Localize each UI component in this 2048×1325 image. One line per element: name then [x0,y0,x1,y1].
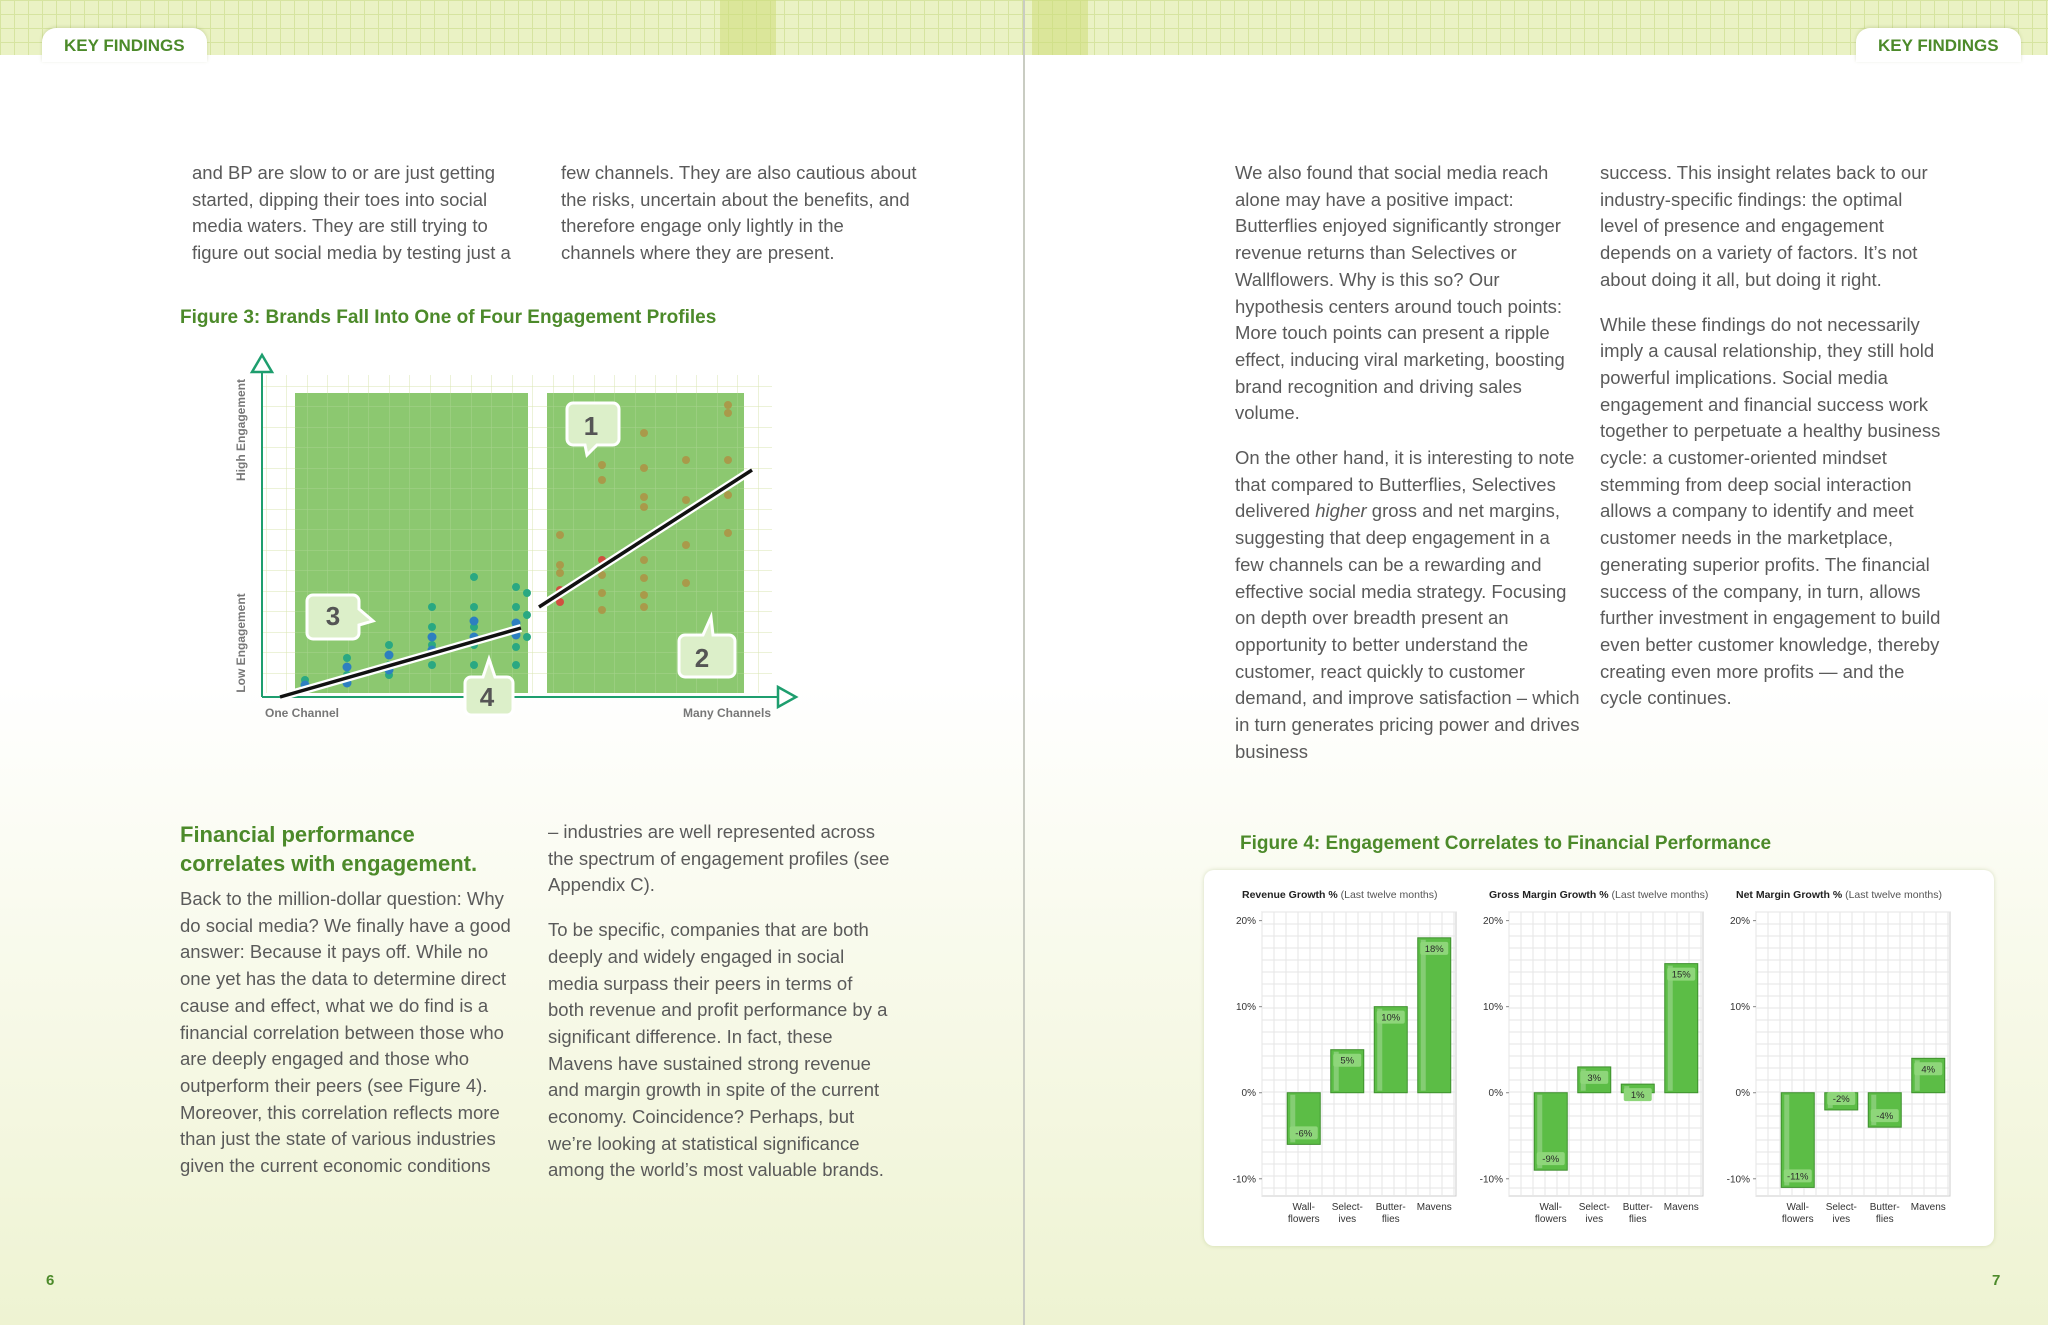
category-label: Mavens [1416,1202,1452,1213]
section-tab: KEY FINDINGS [1856,28,2021,62]
chart-3 [1727,889,1950,1225]
figure-4-title: Figure 4: Engagement Correlates to Financial Performance [1240,833,1772,854]
value-label: 5% [1340,1055,1355,1067]
y-tick-label: 0% [1735,1088,1750,1100]
category-label: Select- [1825,1202,1857,1213]
value-label: -9% [1542,1154,1560,1166]
section-tab: KEY FINDINGS [42,28,207,62]
x-label-right: Many Channels [682,706,771,720]
right-page [1024,0,2048,1325]
y-tick-label: 0% [1488,1088,1503,1100]
body-col2-paragraph-2: To be specific, companies that are both deeply and widely engaged in social media surpass their peers in terms of both revenue and profit performance by a significant difference. In fact, these Mavens have sustained strong revenue and margin growth in spite of the current economy. Coincidence? Perhaps, but we’re looking at statistical significance among the world’s most valuable brands. [548,919,888,1181]
value-label: 1% [1630,1090,1645,1102]
figure-3-engagement-profiles [225,345,815,730]
right-column-1 [1235,160,1580,783]
value-label: -11% [1787,1171,1809,1183]
y-tick-label: -10% [1479,1174,1503,1186]
x-label-left: One Channel [265,706,340,720]
section-heading: Financial performance correlates with engagement. [180,822,478,876]
value-label: -6% [1295,1128,1313,1140]
body-col1-paragraph: Back to the million-dollar question: Why do social media? We finally have a good answer: Because it pays off. While no one yet has the data to determine direct cause and effect, what we do find is a financial correlation between those who are deeply engaged and those who outperform their peers (see Figure 4). Moreover, this correlation reflects more than just the state of various industries given the current economic conditions [180,888,511,1177]
right-col1-p2-emphasis: higher [1315,500,1367,522]
y-tick-label: 10% [1482,1002,1503,1014]
category-label: Mavens [1910,1202,1946,1213]
category-label: ives [1585,1214,1604,1225]
quadrant-1-label: 1 [583,411,599,441]
right-col2-paragraph-1: success. This insight relates back to our industry-specific findings: the optimal level of presence and engagement depends on a variety of factors. It’s not about doing it all, but doing it right. [1600,162,1928,290]
spine-divider [1023,0,1025,1325]
chart-subtitle: (Last twelve months) [1611,889,1709,901]
category-label: flies [1381,1214,1400,1225]
chart-subtitle: (Last twelve months) [1340,889,1438,901]
right-col1-p2-text-b: gross and net margins, suggesting that deep engagement in a few channels can be a rewarding and effective social media strategy. Focusing on depth over breadth present an opportunity to better understand the customer, react quickly to customer demand, and improve satisfaction – which in turn generates pricing power and drives business [1235,500,1580,762]
y-tick-label: -10% [1726,1174,1750,1186]
category-label: ives [1338,1214,1357,1225]
category-label: Mavens [1663,1202,1699,1213]
category-label: flies [1628,1214,1647,1225]
category-label: flowers [1781,1214,1814,1225]
category-label: Wall- [1292,1202,1315,1213]
quadrant-left-grid [295,393,528,693]
y-tick-label: 20% [1729,916,1750,928]
y-label-high: High Engagement [234,378,248,482]
y-axis-arrow-icon [252,355,272,372]
value-label: 10% [1381,1012,1401,1024]
category-label: Wall- [1539,1202,1562,1213]
category-label: Butter- [1622,1202,1653,1213]
header-band-highlight [1032,0,1088,55]
value-label: 18% [1424,943,1444,955]
quadrant-4-label: 4 [479,682,495,712]
y-label-low: Low Engagement [234,593,248,693]
y-tick-label: -10% [1232,1174,1256,1186]
quadrant-2-label: 2 [694,643,710,673]
intro-column-1: and BP are slow to or are just getting started, dipping their toes into social media waters. They are still trying to figure out social media by testing just a [192,162,511,264]
category-label: Butter- [1375,1202,1406,1213]
bar-highlight [1421,940,1426,1091]
y-tick-label: 0% [1241,1088,1256,1100]
page-number-left: 6 [46,1272,55,1289]
x-axis-arrow-icon [778,687,796,707]
intro-column-2: few channels. They are also cautious about the risks, uncertain about the benefits, and therefore engage only lightly in the channels where they are present. [561,162,917,264]
value-label: -2% [1832,1093,1850,1105]
chart-title: Net Margin Growth % (Last twelve months) [1736,889,1942,901]
figure-3-title: Figure 3: Brands Fall Into One of Four Engagement Profiles [180,307,717,328]
y-tick-label: 10% [1235,1002,1256,1014]
right-col1-paragraph-1: We also found that social media reach alone may have a positive impact: Butterflies enjoyed significantly stronger revenue returns than Selectives or Wallflowers. Why is this so? Our hypothesis centers around touch points: More touch points can present a ripple effect, inducing viral marketing, boosting brand recognition and driving sales volume. [1235,162,1565,424]
y-tick-label: 10% [1729,1002,1750,1014]
header-band-highlight [720,0,776,55]
right-col1-p2-text-a: On the other hand, it is interesting to note that compared to Butterflies, Selectives delivered [1235,447,1575,522]
page-number-right: 7 [1992,1272,2001,1289]
body-col2-paragraph-1: – industries are well represented across the spectrum of engagement profiles (see Appendix C). [548,821,890,896]
category-label: Select- [1578,1202,1610,1213]
category-label: Wall- [1786,1202,1809,1213]
value-label: 3% [1587,1072,1602,1084]
quadrant-3-label: 3 [325,601,341,631]
chart-title: Gross Margin Growth % (Last twelve months) [1489,889,1709,901]
right-column-2 [1600,160,1945,730]
body-column-1 [180,886,515,1198]
right-col2-paragraph-2: While these findings do not necessarily imply a causal relationship, they still hold powerful implications. Social media engagement and financial success work together to perpetuate a healthy business cycle: a customer-oriented mindset stemming from deep social interaction allows a company to identify and meet customer needs in the marketplace, generating superior profits. The financial success of the company, in turn, allows further investment in engagement to build even better customer knowledge, thereby creating even more profits — and the cycle continues. [1600,313,1941,709]
y-tick-label: 20% [1482,916,1503,928]
chart-2 [1480,889,1709,1225]
bar-highlight [1668,966,1673,1091]
category-label: flowers [1534,1214,1567,1225]
right-col1-paragraph-2 [1235,445,1580,765]
figure-4-charts [1204,870,1994,1246]
category-label: Butter- [1869,1202,1900,1213]
chart-title: Revenue Growth % (Last twelve months) [1242,889,1438,901]
chart-subtitle: (Last twelve months) [1845,889,1942,901]
category-label: flies [1875,1214,1894,1225]
category-label: ives [1832,1214,1851,1225]
chart-1 [1233,889,1456,1225]
y-tick-label: 20% [1235,916,1256,928]
category-label: Select- [1331,1202,1363,1213]
body-column-2 [548,819,893,1202]
value-label: 4% [1921,1064,1936,1076]
figure-4-panel [1204,870,1994,1246]
value-label: -4% [1876,1111,1894,1123]
value-label: 15% [1671,969,1691,981]
category-label: flowers [1287,1214,1320,1225]
